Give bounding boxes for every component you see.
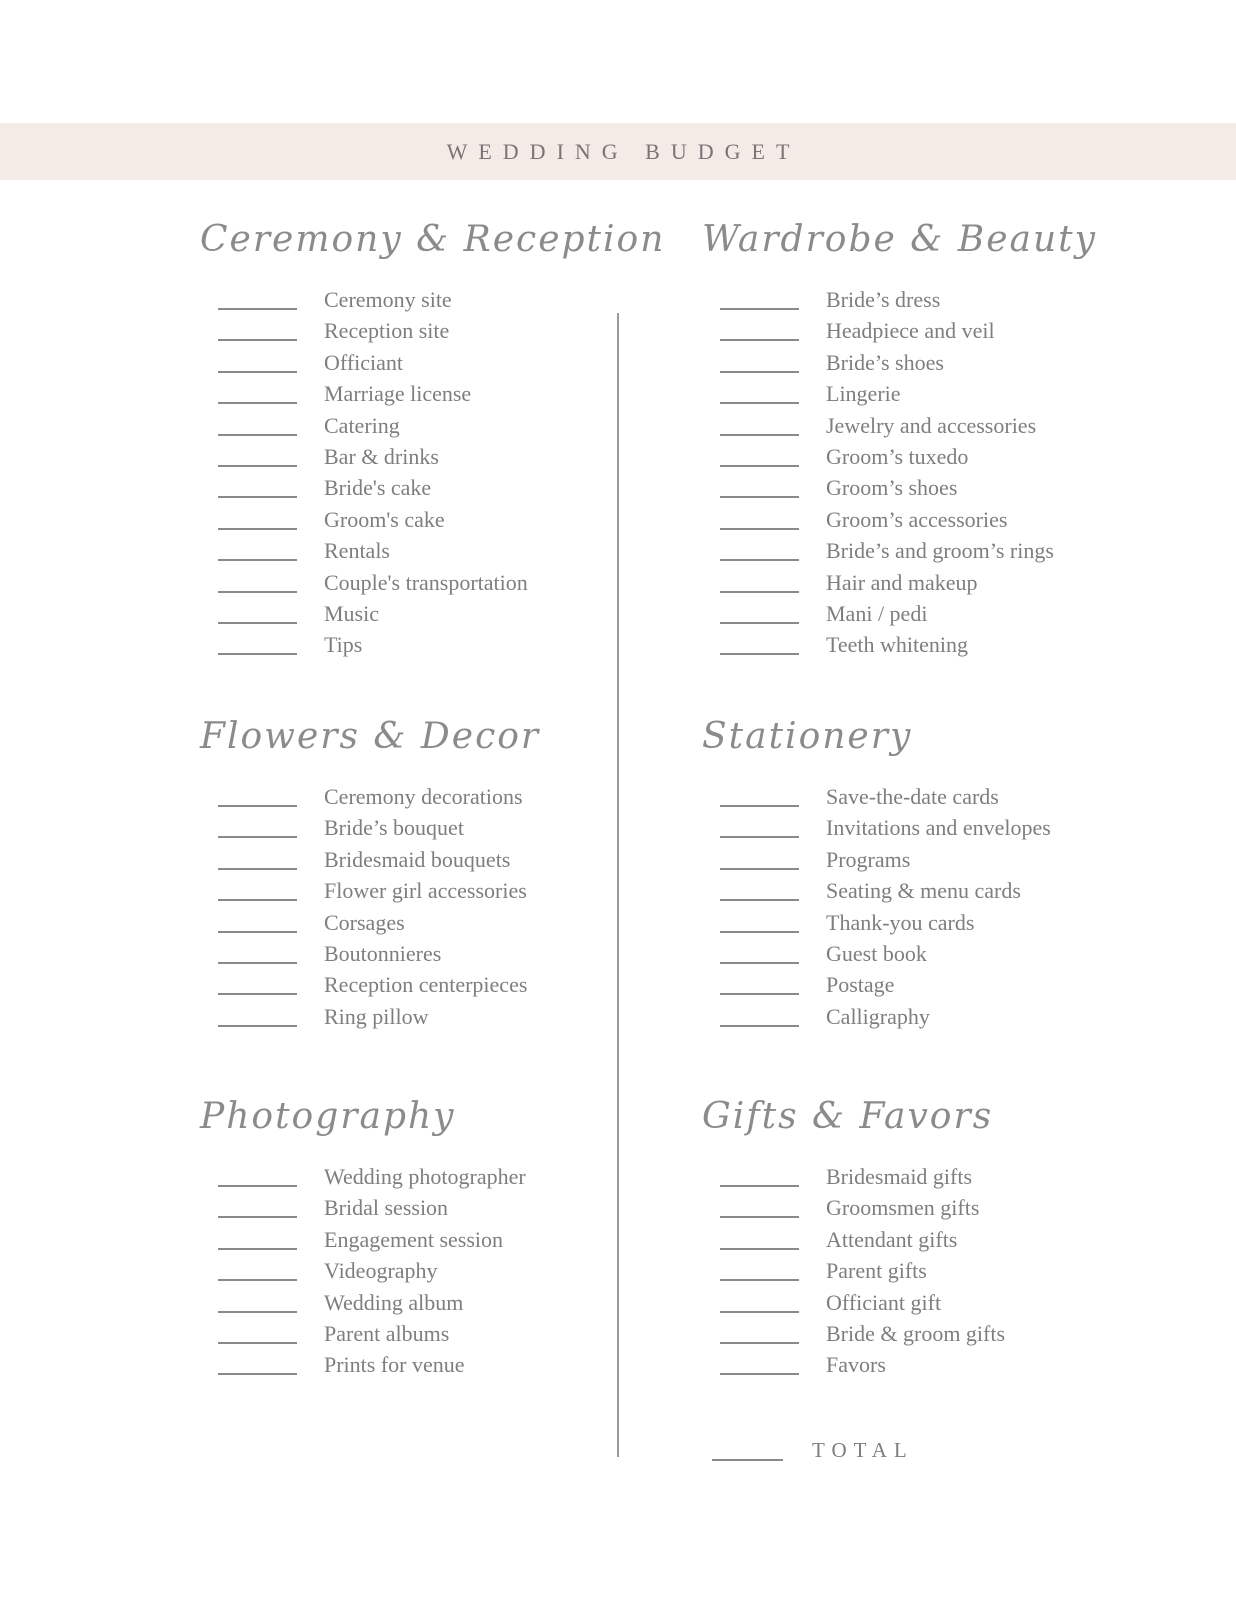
section-heading-flowers-decor: Flowers & Decor bbox=[200, 716, 541, 757]
amount-blank-line bbox=[218, 474, 297, 498]
section-heading-stationery: Stationery bbox=[702, 716, 913, 757]
item-label: Marriage license bbox=[324, 381, 472, 407]
budget-item-row bbox=[200, 846, 680, 877]
budget-item-row bbox=[200, 537, 680, 568]
budget-item-row bbox=[200, 569, 680, 600]
item-list bbox=[702, 1163, 1182, 1383]
item-label: Engagement session bbox=[324, 1226, 504, 1252]
amount-blank-line bbox=[720, 349, 799, 373]
budget-item-row bbox=[200, 349, 680, 380]
amount-blank-line bbox=[218, 1351, 297, 1375]
amount-blank-line bbox=[218, 349, 297, 373]
item-label: Calligraphy bbox=[826, 1003, 930, 1029]
item-label: Bridesmaid gifts bbox=[826, 1164, 973, 1189]
amount-blank-line bbox=[720, 1320, 799, 1344]
total-label: TOTAL bbox=[812, 1438, 914, 1462]
section-heading-ceremony-reception: Ceremony & Reception bbox=[200, 219, 666, 260]
amount-blank-line bbox=[218, 783, 297, 807]
budget-item-row bbox=[200, 1289, 680, 1320]
budget-item-row bbox=[702, 1289, 1182, 1320]
budget-item-row bbox=[200, 814, 680, 845]
item-label: Bride’s shoes bbox=[826, 349, 944, 375]
budget-item-row bbox=[200, 783, 680, 814]
budget-item-row bbox=[702, 380, 1182, 411]
item-label: Ring pillow bbox=[324, 1003, 429, 1029]
budget-item-row bbox=[200, 474, 680, 505]
amount-blank-line bbox=[218, 940, 297, 964]
budget-item-row bbox=[200, 286, 680, 317]
budget-item-row bbox=[702, 1163, 1182, 1194]
amount-blank-line bbox=[218, 1003, 297, 1027]
item-label: Headpiece and veil bbox=[826, 318, 995, 344]
section-stationery bbox=[702, 713, 1182, 1034]
budget-item-row bbox=[200, 1351, 680, 1382]
item-label: Couple's transportation bbox=[324, 569, 528, 595]
amount-blank-line bbox=[720, 286, 799, 310]
item-label: Hair and makeup bbox=[826, 569, 978, 595]
item-list bbox=[200, 1163, 680, 1383]
amount-blank-line bbox=[218, 1163, 297, 1187]
budget-item-row bbox=[702, 317, 1182, 348]
amount-blank-line bbox=[218, 909, 297, 933]
item-label: Bridesmaid bouquets bbox=[324, 846, 511, 872]
amount-blank-line bbox=[720, 1257, 799, 1281]
budget-item-row bbox=[200, 412, 680, 443]
item-label: Reception centerpieces bbox=[324, 972, 528, 998]
section-wardrobe-beauty bbox=[702, 216, 1182, 663]
amount-blank-line bbox=[218, 1320, 297, 1344]
budget-item-row bbox=[200, 971, 680, 1002]
item-label: Parent gifts bbox=[826, 1258, 927, 1284]
amount-blank-line bbox=[720, 909, 799, 933]
amount-blank-line bbox=[720, 600, 799, 624]
item-label: Tips bbox=[324, 632, 363, 658]
budget-item-row bbox=[200, 1257, 680, 1288]
budget-item-row bbox=[702, 474, 1182, 505]
item-label: Invitations and envelopes bbox=[826, 815, 1051, 841]
amount-blank-line bbox=[720, 814, 799, 838]
item-label: Programs bbox=[826, 846, 911, 872]
item-label: Groom's cake bbox=[324, 506, 445, 532]
right-column bbox=[702, 0, 1182, 1600]
budget-item-row bbox=[702, 1351, 1182, 1382]
total-row bbox=[702, 1437, 914, 1464]
amount-blank-line bbox=[720, 443, 799, 467]
budget-item-row bbox=[200, 1163, 680, 1194]
amount-blank-line bbox=[218, 631, 297, 655]
amount-blank-line bbox=[218, 537, 297, 561]
section-heading-wardrobe-beauty: Wardrobe & Beauty bbox=[702, 219, 1097, 260]
amount-blank-line bbox=[218, 380, 297, 404]
item-list bbox=[702, 783, 1182, 1034]
item-label: Corsages bbox=[324, 909, 405, 935]
amount-blank-line bbox=[720, 846, 799, 870]
item-label: Bride’s and groom’s rings bbox=[826, 538, 1054, 564]
item-label: Attendant gifts bbox=[826, 1226, 958, 1252]
section-flowers-decor bbox=[200, 713, 680, 1034]
section-heading-photography: Photography bbox=[200, 1096, 456, 1137]
budget-item-row bbox=[200, 1194, 680, 1225]
item-label: Bride’s dress bbox=[826, 287, 941, 312]
amount-blank-line bbox=[218, 286, 297, 310]
section-photography bbox=[200, 1093, 680, 1383]
item-label: Save-the-date cards bbox=[826, 784, 999, 809]
budget-item-row bbox=[702, 600, 1182, 631]
budget-item-row bbox=[702, 846, 1182, 877]
amount-blank-line bbox=[720, 380, 799, 404]
budget-item-row bbox=[702, 1320, 1182, 1351]
amount-blank-line bbox=[720, 474, 799, 498]
budget-item-row bbox=[702, 286, 1182, 317]
amount-blank-line bbox=[218, 506, 297, 530]
amount-blank-line bbox=[218, 443, 297, 467]
item-label: Groom’s tuxedo bbox=[826, 443, 969, 469]
amount-blank-line bbox=[218, 814, 297, 838]
budget-item-row bbox=[200, 1320, 680, 1351]
amount-blank-line bbox=[720, 1003, 799, 1027]
amount-blank-line bbox=[218, 600, 297, 624]
item-label: Groom’s shoes bbox=[826, 475, 958, 501]
amount-blank-line bbox=[218, 1257, 297, 1281]
amount-blank-line bbox=[218, 1194, 297, 1218]
item-label: Flower girl accessories bbox=[324, 878, 527, 904]
item-label: Lingerie bbox=[826, 381, 901, 407]
amount-blank-line bbox=[218, 1289, 297, 1313]
item-label: Thank-you cards bbox=[826, 909, 975, 935]
item-label: Officiant bbox=[324, 349, 404, 375]
item-label: Music bbox=[324, 600, 379, 626]
item-label: Bridal session bbox=[324, 1195, 449, 1221]
item-label: Wedding album bbox=[324, 1289, 464, 1315]
item-label: Bride’s bouquet bbox=[324, 815, 464, 841]
budget-item-row bbox=[702, 1003, 1182, 1034]
item-label: Catering bbox=[324, 412, 400, 438]
amount-blank-line bbox=[218, 317, 297, 341]
amount-blank-line bbox=[720, 569, 799, 593]
budget-item-row bbox=[200, 317, 680, 348]
amount-blank-line bbox=[218, 569, 297, 593]
budget-item-row bbox=[200, 380, 680, 411]
total-blank-line bbox=[712, 1437, 783, 1461]
budget-item-row bbox=[702, 537, 1182, 568]
amount-blank-line bbox=[720, 1163, 799, 1187]
item-list bbox=[200, 286, 680, 663]
budget-item-row bbox=[702, 877, 1182, 908]
item-label: Seating & menu cards bbox=[826, 878, 1021, 904]
item-label: Favors bbox=[826, 1352, 886, 1378]
budget-item-row bbox=[702, 814, 1182, 845]
amount-blank-line bbox=[720, 783, 799, 807]
budget-item-row bbox=[702, 1257, 1182, 1288]
item-label: Reception site bbox=[324, 318, 450, 344]
budget-item-row bbox=[200, 1003, 680, 1034]
amount-blank-line bbox=[720, 317, 799, 341]
amount-blank-line bbox=[720, 971, 799, 995]
item-label: Jewelry and accessories bbox=[826, 412, 1037, 438]
budget-item-row bbox=[702, 349, 1182, 380]
amount-blank-line bbox=[720, 506, 799, 530]
item-label: Postage bbox=[826, 972, 895, 998]
item-label: Ceremony decorations bbox=[324, 784, 523, 809]
budget-item-row bbox=[702, 506, 1182, 537]
budget-item-row bbox=[702, 1194, 1182, 1225]
page-title: WEDDING BUDGET bbox=[446, 138, 801, 164]
item-label: Groom’s accessories bbox=[826, 506, 1008, 532]
amount-blank-line bbox=[720, 1289, 799, 1313]
item-label: Officiant gift bbox=[826, 1289, 942, 1315]
amount-blank-line bbox=[720, 1226, 799, 1250]
item-label: Wedding photographer bbox=[324, 1164, 526, 1189]
item-label: Groomsmen gifts bbox=[826, 1195, 980, 1221]
budget-item-row bbox=[200, 1226, 680, 1257]
budget-item-row bbox=[702, 783, 1182, 814]
amount-blank-line bbox=[218, 412, 297, 436]
budget-item-row bbox=[702, 412, 1182, 443]
item-label: Mani / pedi bbox=[826, 600, 928, 626]
budget-item-row bbox=[702, 569, 1182, 600]
item-label: Bride's cake bbox=[324, 475, 432, 501]
amount-blank-line bbox=[720, 631, 799, 655]
budget-item-row bbox=[702, 631, 1182, 662]
amount-blank-line bbox=[218, 1226, 297, 1250]
item-label: Guest book bbox=[826, 940, 927, 966]
item-label: Boutonnieres bbox=[324, 940, 442, 966]
amount-blank-line bbox=[218, 971, 297, 995]
budget-item-row bbox=[200, 600, 680, 631]
item-list bbox=[200, 783, 680, 1034]
budget-item-row bbox=[200, 443, 680, 474]
budget-item-row bbox=[200, 877, 680, 908]
item-label: Bar & drinks bbox=[324, 443, 439, 469]
section-gifts-favors bbox=[702, 1093, 1182, 1383]
amount-blank-line bbox=[720, 877, 799, 901]
section-ceremony-reception bbox=[200, 216, 680, 663]
item-label: Rentals bbox=[324, 538, 390, 564]
budget-item-row bbox=[200, 506, 680, 537]
amount-blank-line bbox=[720, 412, 799, 436]
left-column bbox=[200, 0, 680, 1600]
budget-item-row bbox=[702, 1226, 1182, 1257]
budget-item-row bbox=[702, 971, 1182, 1002]
item-label: Parent albums bbox=[324, 1320, 450, 1346]
budget-item-row bbox=[200, 940, 680, 971]
amount-blank-line bbox=[720, 940, 799, 964]
item-label: Videography bbox=[324, 1258, 438, 1284]
amount-blank-line bbox=[218, 877, 297, 901]
section-heading-gifts-favors: Gifts & Favors bbox=[702, 1096, 994, 1137]
item-label: Prints for venue bbox=[324, 1352, 465, 1378]
item-label: Ceremony site bbox=[324, 287, 452, 312]
budget-item-row bbox=[200, 631, 680, 662]
amount-blank-line bbox=[720, 1194, 799, 1218]
budget-item-row bbox=[702, 909, 1182, 940]
item-label: Bride & groom gifts bbox=[826, 1320, 1006, 1346]
amount-blank-line bbox=[720, 537, 799, 561]
amount-blank-line bbox=[218, 846, 297, 870]
budget-item-row bbox=[702, 443, 1182, 474]
item-label: Teeth whitening bbox=[826, 632, 969, 658]
budget-item-row bbox=[702, 940, 1182, 971]
item-list bbox=[702, 286, 1182, 663]
budget-item-row bbox=[200, 909, 680, 940]
amount-blank-line bbox=[720, 1351, 799, 1375]
